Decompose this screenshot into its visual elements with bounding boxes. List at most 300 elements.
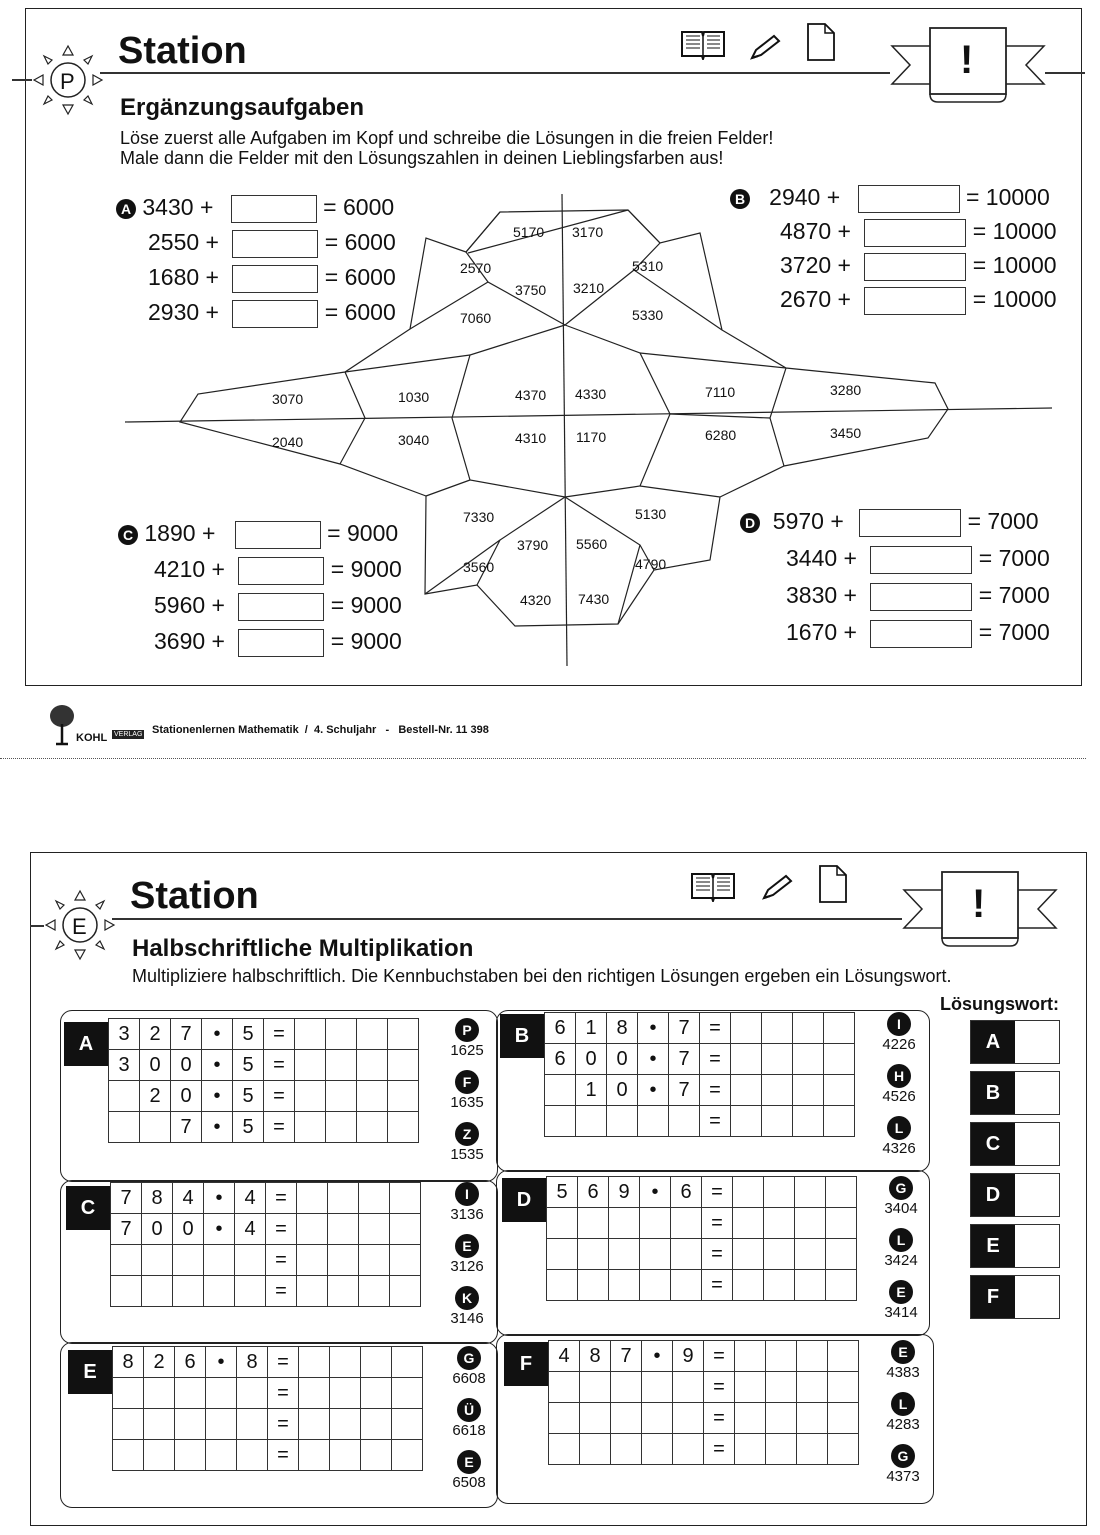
grid-cell-empty[interactable] xyxy=(611,1372,642,1403)
grid-cell-empty[interactable] xyxy=(392,1378,423,1409)
grid-cell-empty[interactable] xyxy=(735,1403,766,1434)
grid-cell-empty[interactable] xyxy=(326,1081,357,1112)
option-key-badge: E xyxy=(455,1234,479,1258)
grid-cell-empty[interactable] xyxy=(297,1214,328,1245)
cut-line xyxy=(0,758,1086,759)
option-value: 4326 xyxy=(882,1140,916,1157)
grid-cell-empty[interactable] xyxy=(638,1106,669,1137)
equation-row xyxy=(118,520,402,556)
grid-cell-empty[interactable] xyxy=(330,1409,361,1440)
grid-cell-empty[interactable] xyxy=(173,1276,204,1307)
grid-cell-empty[interactable] xyxy=(297,1183,328,1214)
grid-cell-empty[interactable] xyxy=(795,1208,826,1239)
publisher-name: KOHL xyxy=(76,732,108,744)
grid-row xyxy=(545,1075,855,1106)
grid-cell-empty[interactable] xyxy=(793,1106,824,1137)
grid-cell-empty[interactable] xyxy=(824,1075,855,1106)
grid-cell-given: = xyxy=(700,1106,731,1137)
grid-cell-empty[interactable] xyxy=(295,1050,326,1081)
star-field-number: 4320 xyxy=(520,592,552,608)
grid-cell-empty[interactable] xyxy=(549,1403,580,1434)
grid-row xyxy=(111,1183,421,1214)
grid-cell-empty[interactable] xyxy=(359,1276,390,1307)
grid-cell-empty[interactable] xyxy=(111,1276,142,1307)
answer-field[interactable] xyxy=(235,521,321,549)
grid-row xyxy=(545,1044,855,1075)
grid-cell-empty[interactable] xyxy=(731,1106,762,1137)
option-key-badge: H xyxy=(887,1064,911,1088)
grid-cell-given: • xyxy=(638,1044,669,1075)
grid-cell-empty[interactable] xyxy=(111,1245,142,1276)
pencil-icon xyxy=(748,32,782,62)
grid-cell-empty[interactable] xyxy=(390,1214,421,1245)
answer-field[interactable] xyxy=(864,287,966,315)
result: = 9000 xyxy=(330,628,402,654)
answer-option xyxy=(880,1392,926,1444)
grid-cell-empty[interactable] xyxy=(359,1214,390,1245)
grid-cell-empty[interactable] xyxy=(328,1183,359,1214)
pencil-icon xyxy=(760,872,794,902)
grid-cell-empty[interactable] xyxy=(328,1245,359,1276)
grid-cell-empty[interactable] xyxy=(388,1050,419,1081)
grid-cell-given: = xyxy=(702,1270,733,1301)
grid-cell-empty[interactable] xyxy=(390,1245,421,1276)
solution-letter-label: E xyxy=(971,1225,1015,1267)
equation-row xyxy=(730,286,1057,320)
grid-cell-empty[interactable] xyxy=(611,1403,642,1434)
solution-letter-box[interactable] xyxy=(970,1071,1060,1115)
star-field-number: 4310 xyxy=(515,430,547,446)
grid-cell-given: • xyxy=(642,1341,673,1372)
grid-cell-empty[interactable] xyxy=(733,1270,764,1301)
option-key-badge: G xyxy=(889,1176,913,1200)
grid-cell-empty[interactable] xyxy=(673,1372,704,1403)
grid-cell-given: = xyxy=(268,1378,299,1409)
group-c-tasks xyxy=(118,520,402,664)
grid-cell-empty[interactable] xyxy=(299,1347,330,1378)
grid-cell-empty[interactable] xyxy=(578,1270,609,1301)
grid-cell-empty[interactable] xyxy=(797,1403,828,1434)
answer-field[interactable] xyxy=(232,300,318,328)
grid-cell-empty[interactable] xyxy=(235,1276,266,1307)
grid-cell-empty[interactable] xyxy=(113,1378,144,1409)
grid-cell-empty[interactable] xyxy=(731,1075,762,1106)
option-value: 4226 xyxy=(882,1036,916,1053)
task-letter-box: C xyxy=(66,1186,110,1230)
grid-cell-empty[interactable] xyxy=(361,1347,392,1378)
grid-cell-given: 8 xyxy=(113,1347,144,1378)
grid-cell-given: = xyxy=(702,1208,733,1239)
answer-field[interactable] xyxy=(238,629,324,657)
equation-row xyxy=(118,628,402,664)
grid-cell-given: 6 xyxy=(671,1177,702,1208)
grid-cell-given: = xyxy=(700,1044,731,1075)
grid-cell-given: 0 xyxy=(607,1044,638,1075)
grid-cell-empty[interactable] xyxy=(793,1075,824,1106)
grid-cell-empty[interactable] xyxy=(388,1081,419,1112)
grid-cell-empty[interactable] xyxy=(642,1403,673,1434)
task-letter-box: D xyxy=(502,1178,546,1222)
grid-cell-empty[interactable] xyxy=(388,1112,419,1143)
grid-cell-empty[interactable] xyxy=(609,1239,640,1270)
grid-cell-empty[interactable] xyxy=(762,1013,793,1044)
addend: 2670 + xyxy=(780,286,851,312)
grid-cell-given: • xyxy=(202,1050,233,1081)
answer-option xyxy=(444,1070,490,1122)
grid-cell-empty[interactable] xyxy=(328,1214,359,1245)
grid-cell-empty[interactable] xyxy=(237,1378,268,1409)
answer-field[interactable] xyxy=(859,509,961,537)
grid-cell-empty[interactable] xyxy=(549,1372,580,1403)
grid-cell-empty[interactable] xyxy=(764,1270,795,1301)
grid-cell-empty[interactable] xyxy=(824,1044,855,1075)
grid-cell-given: 4 xyxy=(173,1183,204,1214)
grid-cell-empty[interactable] xyxy=(330,1378,361,1409)
grid-cell-empty[interactable] xyxy=(611,1434,642,1465)
solution-letter-box[interactable] xyxy=(970,1275,1060,1319)
grid-cell-empty[interactable] xyxy=(609,1270,640,1301)
grid-cell-empty[interactable] xyxy=(204,1245,235,1276)
calc-grid xyxy=(548,1340,859,1465)
grid-cell-empty[interactable] xyxy=(547,1239,578,1270)
answer-field[interactable] xyxy=(232,265,318,293)
grid-cell-empty[interactable] xyxy=(642,1372,673,1403)
grid-row xyxy=(109,1112,419,1143)
grid-cell-empty[interactable] xyxy=(826,1208,857,1239)
grid-cell-empty[interactable] xyxy=(113,1409,144,1440)
grid-cell-empty[interactable] xyxy=(175,1440,206,1471)
grid-cell-given: = xyxy=(266,1245,297,1276)
grid-cell-empty[interactable] xyxy=(640,1270,671,1301)
option-key-badge: L xyxy=(887,1116,911,1140)
grid-cell-empty[interactable] xyxy=(580,1434,611,1465)
grid-cell-given: 5 xyxy=(233,1019,264,1050)
grid-cell-given: 0 xyxy=(171,1050,202,1081)
grid-cell-empty[interactable] xyxy=(295,1019,326,1050)
answer-field[interactable] xyxy=(232,230,318,258)
grid-cell-empty[interactable] xyxy=(735,1372,766,1403)
equation-row xyxy=(116,194,396,229)
grid-cell-empty[interactable] xyxy=(828,1403,859,1434)
grid-cell-given: 5 xyxy=(233,1112,264,1143)
station-badge-letter: P xyxy=(60,69,75,94)
grid-cell-empty[interactable] xyxy=(797,1341,828,1372)
grid-cell-given: 4 xyxy=(235,1183,266,1214)
calc-grid xyxy=(546,1176,857,1301)
exercise-subtitle: Ergänzungsaufgaben xyxy=(120,94,365,121)
grid-cell-empty[interactable] xyxy=(173,1245,204,1276)
grid-cell-empty[interactable] xyxy=(392,1347,423,1378)
grid-cell-given: • xyxy=(204,1183,235,1214)
grid-cell-given: = xyxy=(266,1214,297,1245)
grid-cell-empty[interactable] xyxy=(733,1177,764,1208)
grid-cell-empty[interactable] xyxy=(357,1081,388,1112)
grid-cell-given: = xyxy=(264,1050,295,1081)
grid-cell-empty[interactable] xyxy=(795,1177,826,1208)
grid-cell-empty[interactable] xyxy=(357,1019,388,1050)
grid-cell-empty[interactable] xyxy=(828,1434,859,1465)
grid-cell-empty[interactable] xyxy=(326,1019,357,1050)
grid-cell-empty[interactable] xyxy=(735,1341,766,1372)
grid-cell-given: 8 xyxy=(237,1347,268,1378)
answer-field[interactable] xyxy=(238,557,324,585)
grid-cell-empty[interactable] xyxy=(766,1372,797,1403)
grid-cell-empty[interactable] xyxy=(297,1276,328,1307)
grid-cell-empty[interactable] xyxy=(142,1276,173,1307)
grid-cell-empty[interactable] xyxy=(361,1440,392,1471)
grid-cell-empty[interactable] xyxy=(576,1106,607,1137)
grid-cell-empty[interactable] xyxy=(357,1112,388,1143)
answer-option xyxy=(446,1450,492,1502)
grid-cell-empty[interactable] xyxy=(766,1341,797,1372)
instruction: Multipliziere halbschriftlich. Die Kennbuchstaben bei den richtigen Lösungen ergeben ein Lösungswort. xyxy=(132,966,952,986)
grid-cell-empty[interactable] xyxy=(359,1183,390,1214)
grid-cell-empty[interactable] xyxy=(388,1019,419,1050)
grid-cell-given: 7 xyxy=(171,1112,202,1143)
grid-cell-empty[interactable] xyxy=(328,1276,359,1307)
grid-cell-given: 5 xyxy=(233,1081,264,1112)
grid-cell-empty[interactable] xyxy=(578,1208,609,1239)
grid-cell-given: = xyxy=(704,1341,735,1372)
star-field-number: 7430 xyxy=(578,591,610,607)
option-value: 6608 xyxy=(452,1370,486,1387)
grid-cell-empty[interactable] xyxy=(113,1440,144,1471)
grid-cell-empty[interactable] xyxy=(826,1177,857,1208)
option-key-badge: E xyxy=(891,1340,915,1364)
grid-cell-empty[interactable] xyxy=(299,1409,330,1440)
grid-cell-empty[interactable] xyxy=(390,1183,421,1214)
grid-cell-empty[interactable] xyxy=(762,1075,793,1106)
grid-cell-given: = xyxy=(264,1081,295,1112)
solution-letter-box[interactable] xyxy=(970,1020,1060,1064)
grid-cell-given: 0 xyxy=(607,1075,638,1106)
grid-cell-empty[interactable] xyxy=(828,1372,859,1403)
grid-cell-empty[interactable] xyxy=(609,1208,640,1239)
grid-cell-empty[interactable] xyxy=(640,1208,671,1239)
addend: 3440 + xyxy=(786,545,857,571)
grid-cell-given: 1 xyxy=(576,1075,607,1106)
grid-cell-empty[interactable] xyxy=(580,1372,611,1403)
answer-field[interactable] xyxy=(864,253,966,281)
grid-cell-empty[interactable] xyxy=(361,1409,392,1440)
star-field-number: 5170 xyxy=(513,224,545,240)
grid-cell-empty[interactable] xyxy=(607,1106,638,1137)
grid-cell-given: • xyxy=(202,1019,233,1050)
grid-cell-empty[interactable] xyxy=(545,1075,576,1106)
grid-cell-empty[interactable] xyxy=(764,1208,795,1239)
grid-row xyxy=(109,1081,419,1112)
grid-cell-empty[interactable] xyxy=(295,1112,326,1143)
calc-grid xyxy=(108,1018,419,1143)
grid-cell-empty[interactable] xyxy=(828,1341,859,1372)
grid-cell-empty[interactable] xyxy=(793,1044,824,1075)
grid-cell-empty[interactable] xyxy=(206,1409,237,1440)
grid-cell-empty[interactable] xyxy=(359,1245,390,1276)
grid-cell-empty[interactable] xyxy=(390,1276,421,1307)
grid-cell-empty[interactable] xyxy=(735,1434,766,1465)
grid-cell-empty[interactable] xyxy=(733,1208,764,1239)
task-letter-box: F xyxy=(504,1342,548,1386)
solution-letter-label: D xyxy=(971,1174,1015,1216)
grid-cell-empty[interactable] xyxy=(330,1440,361,1471)
grid-cell-empty[interactable] xyxy=(206,1440,237,1471)
option-column xyxy=(876,1012,922,1168)
grid-cell-empty[interactable] xyxy=(204,1276,235,1307)
grid-cell-empty[interactable] xyxy=(237,1440,268,1471)
grid-cell-empty[interactable] xyxy=(762,1044,793,1075)
grid-cell-empty[interactable] xyxy=(144,1378,175,1409)
answer-option xyxy=(878,1176,924,1228)
grid-cell-empty[interactable] xyxy=(824,1013,855,1044)
star-field-number: 7330 xyxy=(463,509,495,525)
grid-cell-empty[interactable] xyxy=(392,1440,423,1471)
answer-field[interactable] xyxy=(870,620,972,648)
grid-cell-empty[interactable] xyxy=(175,1378,206,1409)
grid-cell-empty[interactable] xyxy=(578,1239,609,1270)
grid-cell-given: 7 xyxy=(611,1341,642,1372)
star-field-number: 3210 xyxy=(573,280,605,296)
grid-cell-empty[interactable] xyxy=(731,1044,762,1075)
option-key-badge: L xyxy=(889,1228,913,1252)
solution-letter-box[interactable] xyxy=(970,1173,1060,1217)
grid-cell-empty[interactable] xyxy=(731,1013,762,1044)
answer-option xyxy=(878,1280,924,1332)
grid-cell-empty[interactable] xyxy=(793,1013,824,1044)
result: = 7000 xyxy=(978,582,1050,608)
grid-cell-given: 7 xyxy=(111,1183,142,1214)
answer-field[interactable] xyxy=(858,185,960,213)
grid-cell-empty[interactable] xyxy=(361,1378,392,1409)
group-b-tasks xyxy=(730,184,1057,320)
grid-cell-empty[interactable] xyxy=(237,1409,268,1440)
option-key-badge: G xyxy=(891,1444,915,1468)
answer-field[interactable] xyxy=(864,219,966,247)
grid-cell-empty[interactable] xyxy=(326,1112,357,1143)
solution-letter-label: A xyxy=(971,1021,1015,1063)
grid-cell-empty[interactable] xyxy=(140,1112,171,1143)
grid-cell-empty[interactable] xyxy=(326,1050,357,1081)
answer-option xyxy=(444,1018,490,1070)
answer-field[interactable] xyxy=(231,195,317,223)
result: = 10000 xyxy=(965,184,1050,210)
grid-cell-empty[interactable] xyxy=(826,1270,857,1301)
equation-row xyxy=(116,264,396,299)
grid-cell-empty[interactable] xyxy=(206,1378,237,1409)
grid-cell-empty[interactable] xyxy=(392,1409,423,1440)
option-value: 1635 xyxy=(450,1094,484,1111)
grid-cell-given: 5 xyxy=(233,1050,264,1081)
grid-cell-given: 6 xyxy=(175,1347,206,1378)
grid-cell-given: 9 xyxy=(609,1177,640,1208)
grid-cell-given: • xyxy=(638,1075,669,1106)
answer-field[interactable] xyxy=(238,593,324,621)
equation-row xyxy=(116,229,396,264)
grid-cell-empty[interactable] xyxy=(109,1112,140,1143)
grid-cell-empty[interactable] xyxy=(297,1245,328,1276)
grid-cell-given: • xyxy=(202,1081,233,1112)
grid-cell-empty[interactable] xyxy=(109,1081,140,1112)
grid-cell-empty[interactable] xyxy=(580,1403,611,1434)
grid-cell-empty[interactable] xyxy=(640,1239,671,1270)
solution-letter-box[interactable] xyxy=(970,1224,1060,1268)
grid-cell-empty[interactable] xyxy=(357,1050,388,1081)
station-badge-letter: E xyxy=(72,914,87,939)
grid-row xyxy=(545,1106,855,1137)
grid-cell-empty[interactable] xyxy=(235,1245,266,1276)
grid-cell-empty[interactable] xyxy=(733,1239,764,1270)
grid-cell-empty[interactable] xyxy=(547,1270,578,1301)
equation-row xyxy=(730,218,1057,252)
grid-cell-empty[interactable] xyxy=(826,1239,857,1270)
grid-cell-empty[interactable] xyxy=(669,1106,700,1137)
grid-cell-empty[interactable] xyxy=(671,1239,702,1270)
grid-row xyxy=(549,1434,859,1465)
grid-cell-empty[interactable] xyxy=(144,1409,175,1440)
addend: 4870 + xyxy=(780,218,851,244)
grid-cell-empty[interactable] xyxy=(142,1245,173,1276)
grid-cell-empty[interactable] xyxy=(762,1106,793,1137)
grid-cell-empty[interactable] xyxy=(795,1239,826,1270)
grid-cell-empty[interactable] xyxy=(766,1434,797,1465)
grid-cell-given: • xyxy=(638,1013,669,1044)
grid-cell-empty[interactable] xyxy=(673,1403,704,1434)
result: = 6000 xyxy=(324,299,396,325)
option-key-badge: K xyxy=(455,1286,479,1310)
grid-cell-given: 8 xyxy=(580,1341,611,1372)
star-field-number: 3450 xyxy=(830,425,862,441)
group-letter-badge: C xyxy=(118,525,138,545)
task-letter-box: B xyxy=(500,1014,544,1058)
grid-row xyxy=(113,1378,423,1409)
option-column xyxy=(880,1340,926,1496)
book-icon xyxy=(680,28,726,60)
grid-cell-empty[interactable] xyxy=(549,1434,580,1465)
grid-cell-empty[interactable] xyxy=(673,1434,704,1465)
grid-cell-empty[interactable] xyxy=(671,1208,702,1239)
grid-cell-empty[interactable] xyxy=(797,1372,828,1403)
grid-cell-empty[interactable] xyxy=(299,1378,330,1409)
grid-cell-given: = xyxy=(704,1434,735,1465)
grid-cell-empty[interactable] xyxy=(797,1434,828,1465)
grid-cell-empty[interactable] xyxy=(764,1239,795,1270)
answer-field[interactable] xyxy=(870,546,972,574)
grid-cell-empty[interactable] xyxy=(545,1106,576,1137)
grid-cell-empty[interactable] xyxy=(330,1347,361,1378)
addend: 3690 + xyxy=(154,628,225,654)
equation-row xyxy=(740,619,1050,656)
star-field-number: 3560 xyxy=(463,559,495,575)
option-value: 3126 xyxy=(450,1258,484,1275)
grid-cell-empty[interactable] xyxy=(764,1177,795,1208)
grid-cell-empty[interactable] xyxy=(642,1434,673,1465)
grid-cell-empty[interactable] xyxy=(299,1440,330,1471)
grid-cell-empty[interactable] xyxy=(175,1409,206,1440)
answer-field[interactable] xyxy=(870,583,972,611)
grid-cell-empty[interactable] xyxy=(766,1403,797,1434)
option-value: 4373 xyxy=(886,1468,920,1485)
grid-cell-empty[interactable] xyxy=(295,1081,326,1112)
addend: 3430 + xyxy=(142,194,214,220)
grid-cell-empty[interactable] xyxy=(824,1106,855,1137)
grid-cell-empty[interactable] xyxy=(144,1440,175,1471)
grid-cell-empty[interactable] xyxy=(671,1270,702,1301)
grid-cell-empty[interactable] xyxy=(795,1270,826,1301)
option-column xyxy=(444,1182,490,1338)
solution-letter-box[interactable] xyxy=(970,1122,1060,1166)
grid-row xyxy=(111,1276,421,1307)
grid-cell-empty[interactable] xyxy=(547,1208,578,1239)
grid-cell-given: = xyxy=(266,1276,297,1307)
